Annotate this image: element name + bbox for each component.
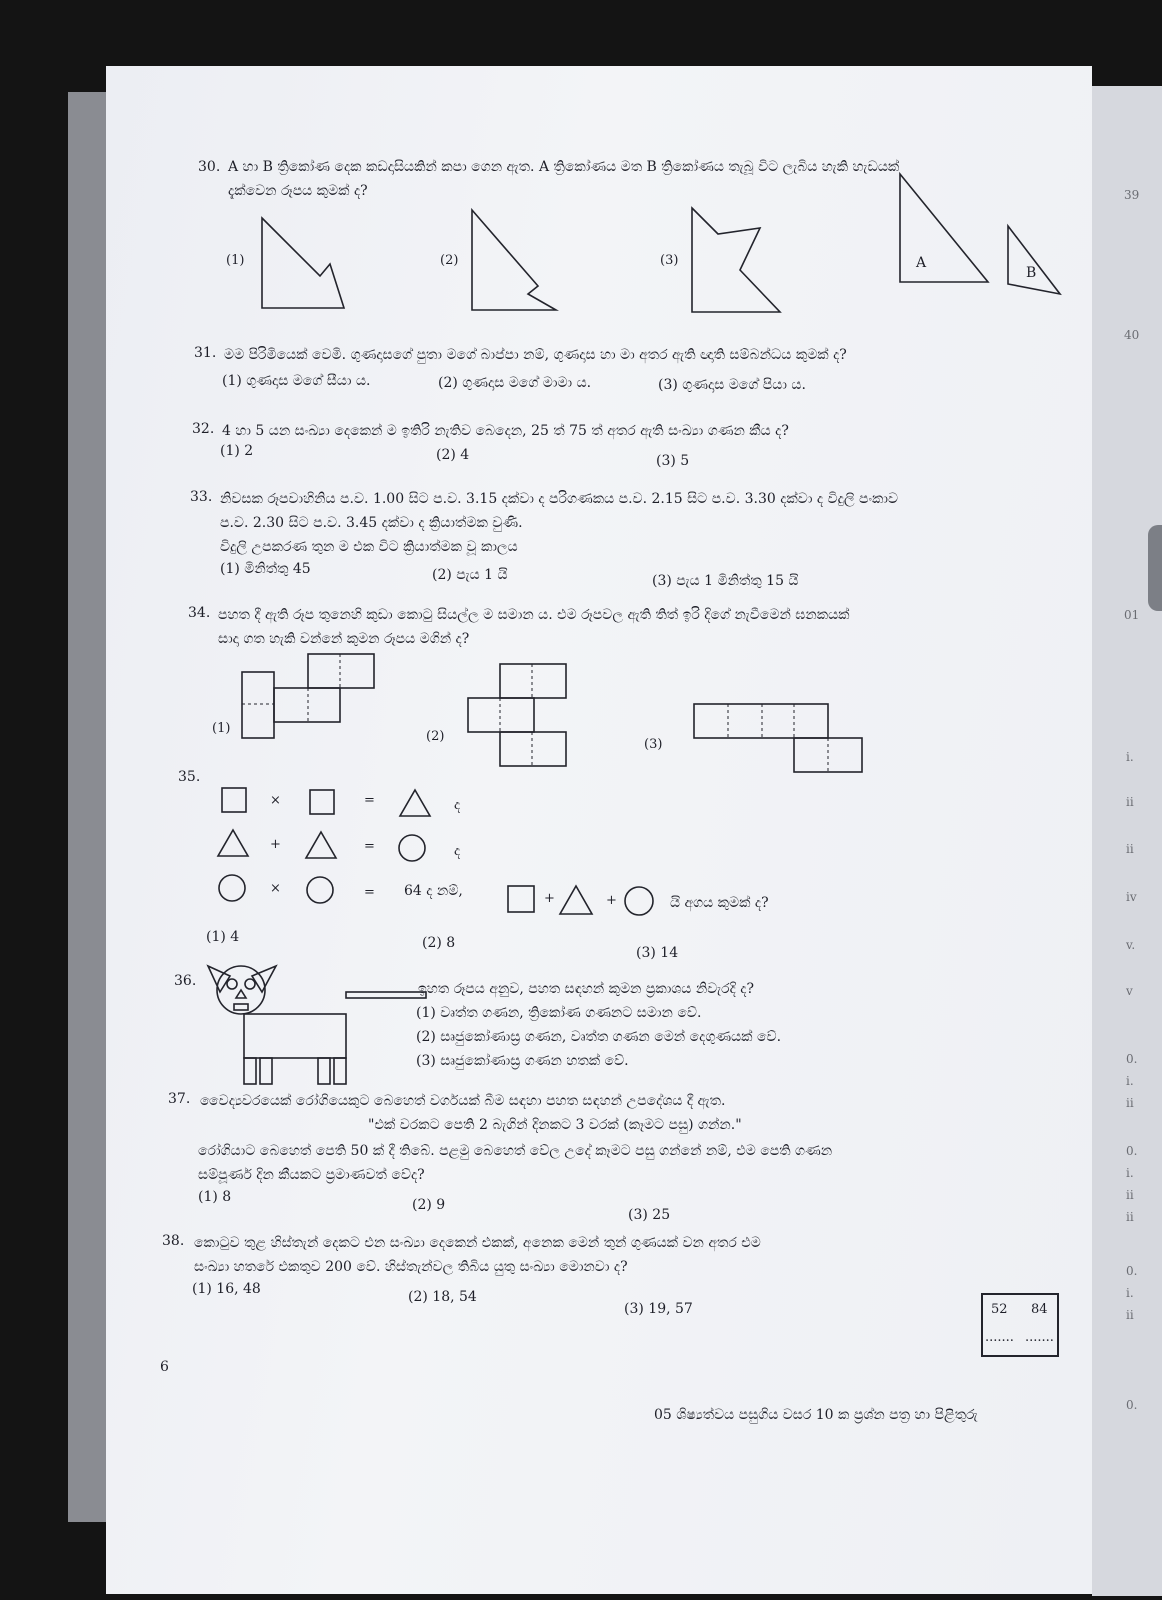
q36-option-1: (1) වෘත්ත ගණන, ත්‍රිකෝණ ගණනට සමාන වේ. — [416, 1005, 702, 1021]
side-mark: 40 — [1124, 328, 1140, 342]
q35-r2-eq: = — [364, 839, 375, 854]
q37-line2: "එක් වරකට පෙති 2 බැගින් දිනකට 3 වරක් (කෑමට පසු) ගන්න." — [368, 1117, 742, 1133]
circle-icon — [396, 832, 428, 864]
q35-r1-eq: = — [364, 793, 375, 808]
q38-box-value: 84 — [1031, 1302, 1048, 1317]
q32-option-1: (1) 2 — [220, 443, 254, 459]
side-mark: 0. — [1126, 1264, 1138, 1278]
q30-label-b: B — [1026, 265, 1037, 281]
q36-option-2: (2) සෘජුකෝණාස්‍ර ගණන, වෘත්ත ගණන මෙන් දෙගුණයක් වේ. — [416, 1029, 782, 1045]
side-mark: v. — [1126, 938, 1136, 952]
q33-line2: ප.ව. 2.30 සිට ප.ව. 3.45 දක්වා ද ක්‍රියාත්මක වුණි. — [220, 515, 523, 531]
triangle-icon — [216, 828, 250, 858]
circle-icon — [304, 874, 336, 906]
square-icon — [220, 786, 248, 814]
square-icon — [506, 884, 536, 914]
underlying-page-edge — [68, 92, 108, 1522]
q31-number: 31. — [194, 345, 217, 361]
q37-number: 37. — [168, 1091, 191, 1107]
q31-option-2: (2) ගුණදාස මගේ මාමා ය. — [438, 375, 592, 391]
q31-option-3: (3) ගුණදාස මගේ පියා ය. — [658, 377, 806, 393]
q38-number: 38. — [162, 1233, 185, 1249]
q38-line1: කොටුව තුළ හිස්තැන් දෙකට එන සංඛ්‍යා දෙකෙන් එකක්, අනෙක මෙන් තුන් ගුණයක් වන අතර එම — [194, 1235, 761, 1251]
q30-number: 30. — [198, 159, 221, 175]
q30-option-3-shape — [688, 204, 784, 316]
q38-option-1: (1) 16, 48 — [192, 1281, 261, 1297]
q34-number: 34. — [188, 605, 211, 621]
page-tab — [1148, 525, 1162, 611]
q34-option-1-net — [240, 652, 380, 758]
q30-label-a: A — [916, 255, 927, 271]
q35-r3-eq: = — [364, 885, 375, 900]
side-mark: ii — [1126, 1308, 1134, 1322]
q34-line2: සාදා ගත හැකි වන්නේ කුමන රූපය මගින් ද? — [218, 631, 470, 647]
q37-option-2: (2) 9 — [412, 1197, 446, 1213]
side-mark: i. — [1126, 750, 1134, 764]
side-mark: 0. — [1126, 1052, 1138, 1066]
q35-option-3: (3) 14 — [636, 945, 679, 961]
q36-text: ඉහත රූපය අනුව, පහත සඳහන් කුමන ප්‍රකාශය නිවැරදි ද? — [418, 981, 755, 997]
q32-number: 32. — [192, 421, 215, 437]
q35-r1-op: × — [270, 793, 281, 808]
q35-number: 35. — [178, 769, 201, 785]
q38-option-3: (3) 19, 57 — [624, 1301, 693, 1317]
footer-title: 05 ශිෂ්‍යත්වය පසුගිය වසර 10 ක ප්‍රශ්න පත්‍ර හා පිළිතුරු — [654, 1407, 978, 1423]
side-mark: i. — [1126, 1074, 1134, 1088]
exam-page — [106, 66, 1092, 1594]
side-mark: iv — [1126, 890, 1137, 904]
q33-option-3: (3) පැය 1 මිනිත්තු 15 යි — [652, 573, 799, 589]
q35-r4-op1: + — [544, 891, 555, 906]
q37-line3: රෝගියාට බෙහෙත් පෙති 50 ක් දී තිබේ. පළමු බෙහෙත් වේල උදේ කෑමට පසු ගන්නේ නම්, එම පෙති ගණන — [198, 1143, 833, 1159]
q35-option-1: (1) 4 — [206, 929, 240, 945]
side-mark: v — [1126, 984, 1133, 998]
q30-triangles-a-b — [896, 170, 1076, 304]
q30-option-1-label: (1) — [226, 253, 245, 268]
q38-box-blank: ....... — [985, 1330, 1014, 1345]
triangle-icon — [558, 884, 594, 916]
q37-line4: සම්පූර්ණ දින කීයකට ප්‍රමාණවත් වේද? — [198, 1167, 425, 1183]
q33-line1: නිවසක රූපවාහිනිය ප.ව. 1.00 සිට ප.ව. 3.15 දක්වා ද පරිගණකය ප.ව. 2.15 සිට ප.ව. 3.30 දක්වා ද විදුලි පංකාව — [220, 491, 899, 507]
q35-r2-da: ද — [454, 843, 461, 859]
side-mark: i. — [1126, 1286, 1134, 1300]
q33-option-2: (2) පැය 1 යි — [432, 567, 508, 583]
side-mark: 01 — [1124, 608, 1140, 622]
next-page-edge — [1092, 86, 1162, 1596]
q30-option-2-label: (2) — [440, 253, 459, 268]
q36-option-3: (3) සෘජුකෝණාස්‍ර ගණන හතක් වේ. — [416, 1053, 629, 1069]
triangle-icon — [304, 830, 338, 860]
q34-option-3-net — [692, 702, 866, 778]
q33-number: 33. — [190, 489, 213, 505]
q37-option-1: (1) 8 — [198, 1189, 232, 1205]
q34-option-3-label: (3) — [644, 737, 663, 752]
side-mark: 0. — [1126, 1398, 1138, 1412]
side-mark: ii — [1126, 842, 1134, 856]
q30-option-3-label: (3) — [660, 253, 679, 268]
q33-line3: විදුලි උපකරණ තුන ම එක විට ක්‍රියාත්මක වූ කාලය — [220, 539, 518, 555]
q34-line1: පහත දී ඇති රූප තුනෙහි කුඩා කොටු සියල්ල ම සමාන ය. එම රූපවල ඇති තිත් ඉරි දිගේ නැවීමෙන් ඝනකයක් — [218, 607, 850, 623]
q36-number: 36. — [174, 973, 197, 989]
q34-option-2-net — [466, 662, 570, 768]
q30-line1: A හා B ත්‍රිකෝණ දෙක කඩදාසියකින් කපා ගෙන ඇත. A ත්‍රිකෝණය මත B ත්‍රිකෝණය තැබූ විට ලැබිය හැකි හැඩයක් — [228, 159, 900, 175]
side-mark: 0. — [1126, 1144, 1138, 1158]
q38-line2: සංඛ්‍යා හතරේ එකතුව 200 වේ. හිස්තැන්වල තිබිය යුතු සංඛ්‍යා මොනවා ද? — [194, 1259, 628, 1275]
q30-line2: දැක්වෙන රූපය කුමක් ද? — [228, 183, 368, 199]
side-mark: ii — [1126, 1096, 1134, 1110]
q34-option-2-label: (2) — [426, 729, 445, 744]
side-mark: ii — [1126, 1210, 1134, 1224]
q33-option-1: (1) මිනිත්තු 45 — [220, 561, 311, 577]
side-mark: i. — [1126, 1166, 1134, 1180]
triangle-icon — [398, 788, 432, 818]
q32-text: 4 හා 5 යන සංඛ්‍යා දෙකෙන් ම ඉතිරි නැතිව බෙදෙන, 25 ත් 75 ත් අතර ඇති සංඛ්‍යා ගණන කීය ද? — [222, 423, 789, 439]
side-mark: 39 — [1124, 188, 1140, 202]
q38-box-value: 52 — [991, 1302, 1008, 1317]
q35-r1-da: ද — [454, 797, 461, 813]
page-number: 6 — [160, 1359, 169, 1375]
side-mark: ii — [1126, 1188, 1134, 1202]
side-mark: ii — [1126, 795, 1134, 809]
q34-option-1-label: (1) — [212, 721, 231, 736]
square-icon — [308, 788, 336, 816]
q35-r3-op: × — [270, 881, 281, 896]
q30-option-2-shape — [468, 206, 560, 314]
q31-option-1: (1) ගුණදාස මගේ සීයා ය. — [222, 373, 371, 389]
q38-box-blank: ....... — [1025, 1330, 1054, 1345]
q37-option-3: (3) 25 — [628, 1207, 671, 1223]
circle-icon — [622, 884, 656, 918]
q38-option-2: (2) 18, 54 — [408, 1289, 477, 1305]
q32-option-2: (2) 4 — [436, 447, 470, 463]
q37-line1: වෛද්‍යවරයෙක් රෝගියෙකුට බෙහෙත් වර්ගයක් බීම සඳහා පහත සඳහන් උපදේශය දී ඇත. — [200, 1093, 726, 1109]
q31-text: මම පිරිමියෙක් වෙමි. ගුණදාසගේ පුතා මගේ බාප්පා නම්, ගුණදාස හා මා අතර ඇති ඥාති සම්බන්ධය කුමක් ද? — [224, 347, 847, 363]
q35-r2-op: + — [270, 837, 281, 852]
q35-r4-op2: + — [606, 893, 617, 908]
q38-number-box — [981, 1293, 1059, 1357]
q36-cat-figure — [204, 962, 430, 1088]
circle-icon — [216, 872, 248, 904]
q35-given: 64 ද නම්, — [404, 883, 463, 899]
q32-option-3: (3) 5 — [656, 453, 690, 469]
q35-option-2: (2) 8 — [422, 935, 456, 951]
q30-option-1-shape — [258, 214, 348, 314]
q35-ask: යි අගය කුමක් ද? — [670, 895, 769, 911]
